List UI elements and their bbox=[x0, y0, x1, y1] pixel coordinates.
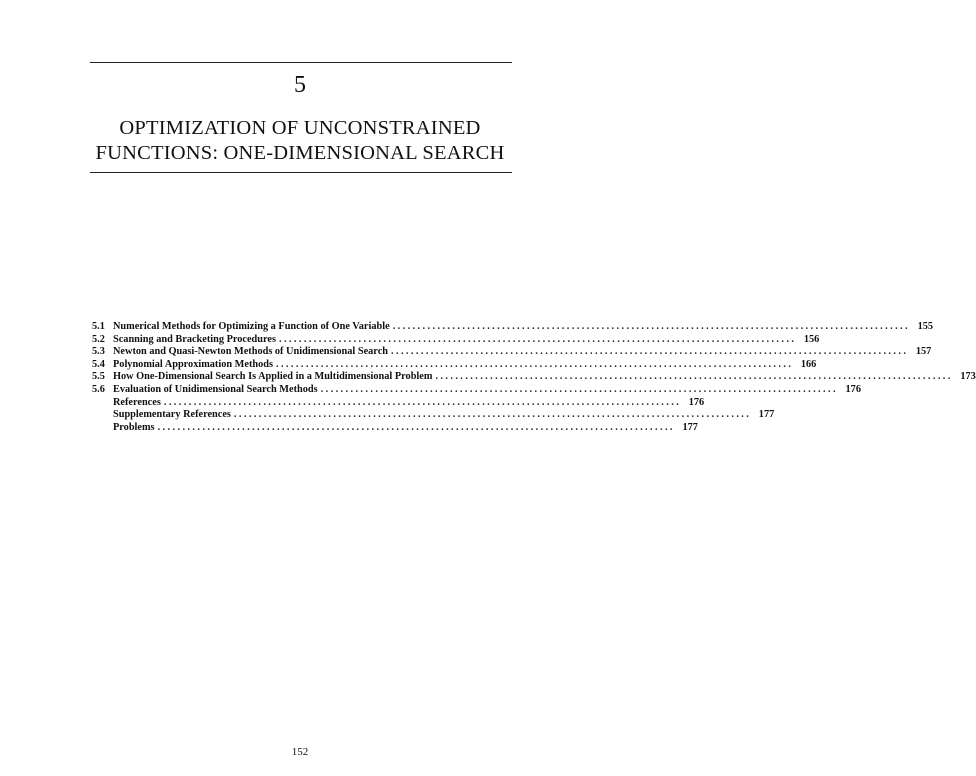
toc-section-title: Scanning and Bracketing Procedures bbox=[113, 333, 276, 345]
toc-section-number: 5.5 bbox=[92, 371, 105, 383]
toc-section-number: 5.1 bbox=[92, 321, 105, 332]
chapter-title-line-1: OPTIMIZATION OF UNCONSTRAINED bbox=[119, 117, 481, 139]
toc-page-number: 157 bbox=[915, 346, 932, 358]
chapter-title-line-2: FUNCTIONS: ONE-DIMENSIONAL SEARCH bbox=[95, 142, 505, 164]
toc-page-number: 166 bbox=[800, 358, 817, 370]
toc-section-title: How One-Dimensional Search Is Applied in a Multidimensional Problem bbox=[113, 371, 433, 383]
chapter-title bbox=[0, 116, 600, 166]
chapter-number: 5 bbox=[294, 72, 306, 98]
toc-section-title: Newton and Quasi-Newton Methods of Unidimensional Search bbox=[113, 346, 388, 358]
toc-entry[interactable] bbox=[92, 321, 934, 334]
toc-section-title: Numerical Methods for Optimizing a Function of One Variable bbox=[113, 321, 390, 332]
toc-leader-dots: ........................................................................................................ bbox=[320, 383, 838, 395]
toc-section-number: 5.4 bbox=[92, 358, 105, 370]
toc-page-number: 155 bbox=[917, 321, 934, 332]
top-rule bbox=[90, 62, 512, 63]
table-of-contents bbox=[92, 321, 976, 434]
toc-entry[interactable] bbox=[92, 371, 976, 384]
toc-leader-dots: ........................................................................................................ bbox=[157, 421, 675, 433]
toc-leader-dots: ........................................................................................................ bbox=[163, 396, 682, 408]
toc-leader-dots: ........................................................................................................ bbox=[278, 333, 797, 345]
toc-section-title: References bbox=[113, 396, 161, 408]
toc-section-title: Problems bbox=[113, 421, 155, 433]
toc-page-number: 156 bbox=[803, 333, 820, 345]
toc-page-number: 176 bbox=[845, 383, 861, 395]
toc-page-number: 176 bbox=[688, 396, 705, 408]
toc-page-number: 177 bbox=[758, 409, 775, 421]
toc-section-title: Evaluation of Unidimensional Search Methods bbox=[113, 383, 318, 395]
toc-section-number: 5.2 bbox=[92, 333, 105, 345]
toc-entry[interactable] bbox=[92, 358, 817, 372]
toc-leader-dots: ........................................................................................................ bbox=[276, 358, 794, 370]
bottom-rule bbox=[90, 172, 512, 173]
toc-entry[interactable] bbox=[92, 421, 698, 435]
toc-leader-dots: ........................................................................................................ bbox=[391, 346, 909, 358]
toc-page-number: 177 bbox=[682, 421, 698, 433]
toc-entry[interactable] bbox=[92, 409, 775, 422]
toc-section-title: Supplementary References bbox=[113, 409, 231, 421]
toc-leader-dots: ........................................................................................................ bbox=[435, 371, 953, 383]
toc-entry[interactable] bbox=[92, 346, 932, 359]
toc-leader-dots: ........................................................................................................ bbox=[392, 321, 911, 332]
toc-section-title: Polynomial Approximation Methods bbox=[113, 358, 273, 370]
toc-section-number: 5.3 bbox=[92, 346, 105, 358]
toc-page-number: 173 bbox=[960, 371, 976, 383]
toc-entry[interactable] bbox=[92, 396, 705, 410]
page-number: 152 bbox=[291, 746, 309, 758]
toc-entry[interactable] bbox=[92, 383, 861, 397]
toc-leader-dots: ........................................................................................................ bbox=[233, 409, 752, 421]
toc-section-number: 5.6 bbox=[92, 383, 105, 395]
toc-entry[interactable] bbox=[92, 333, 820, 347]
